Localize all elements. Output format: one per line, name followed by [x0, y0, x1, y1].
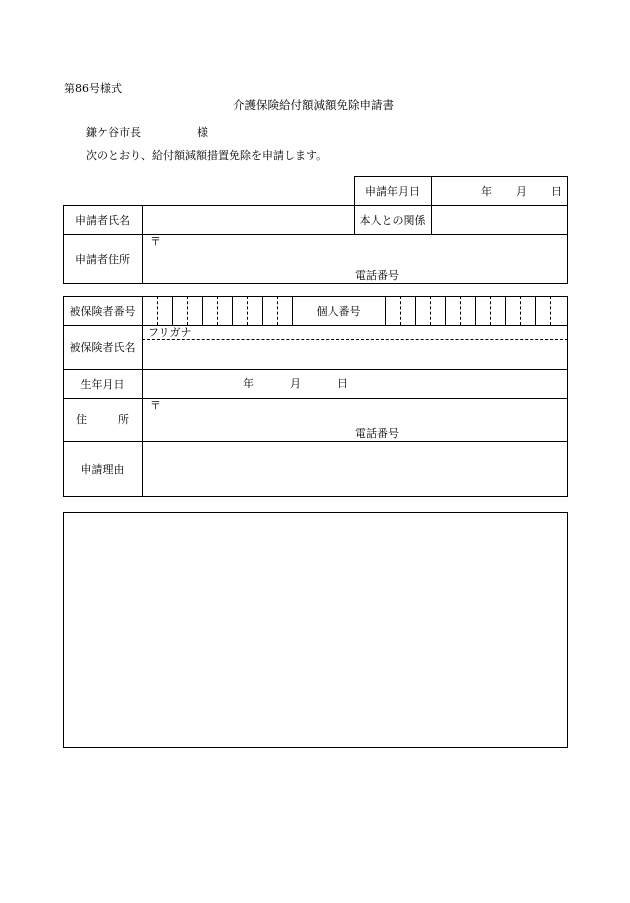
- personal-number-label: 個人番号: [316, 304, 361, 318]
- intro-text: 次のとおり、給付額減額措置免除を申請します。: [86, 149, 328, 162]
- applicant-name-label: 申請者氏名: [75, 213, 130, 227]
- applicant-postal-mark: 〒: [150, 235, 161, 248]
- insured-phone-label: 電話番号: [355, 427, 399, 440]
- application-date-field[interactable]: [432, 177, 567, 205]
- insured-number-field[interactable]: [143, 297, 291, 324]
- application-date-day-unit: 日: [551, 185, 562, 198]
- birth-date-label: 生年月日: [80, 377, 125, 391]
- applicant-address-label: 申請者住所: [75, 253, 130, 266]
- addressee-mayor: 鎌ケ谷市長: [86, 126, 141, 139]
- insured-postal-mark: 〒: [150, 399, 161, 412]
- insured-address-label-2: 所: [118, 413, 129, 426]
- personal-number-field[interactable]: [386, 297, 567, 324]
- birth-date-field[interactable]: [143, 370, 567, 397]
- birth-day-unit: 日: [337, 377, 348, 390]
- application-date-month-unit: 月: [516, 185, 527, 198]
- application-date-year-unit: 年: [481, 185, 492, 198]
- insured-name-label: 被保険者氏名: [69, 341, 136, 354]
- insured-name-field[interactable]: [143, 341, 567, 368]
- reason-label: 申請理由: [80, 463, 125, 476]
- addressee-honorific: 様: [197, 126, 208, 139]
- applicant-address-field[interactable]: [143, 235, 567, 283]
- insured-address-field[interactable]: [143, 399, 567, 440]
- relation-field[interactable]: [432, 206, 567, 233]
- insured-address-label-1: 住: [76, 413, 87, 426]
- applicant-phone-label: 電話番号: [355, 269, 399, 282]
- page-title: 介護保険給付額減額免除申請書: [233, 98, 394, 112]
- form-number: 第86号様式: [64, 82, 122, 95]
- notes-box[interactable]: [63, 512, 568, 748]
- insured-address-label: [76, 413, 129, 427]
- applicant-name-field[interactable]: [143, 206, 353, 233]
- birth-month-unit: 月: [290, 377, 301, 390]
- furigana-label: フリガナ: [148, 326, 192, 339]
- insured-number-label: 被保険者番号: [69, 304, 136, 318]
- application-date-label: 申請年月日: [365, 185, 420, 198]
- relation-label: 本人との関係: [359, 213, 426, 227]
- furigana-field[interactable]: [210, 326, 567, 338]
- reason-field[interactable]: [143, 442, 567, 496]
- furigana-divider: [142, 339, 568, 340]
- birth-year-unit: 年: [243, 377, 254, 390]
